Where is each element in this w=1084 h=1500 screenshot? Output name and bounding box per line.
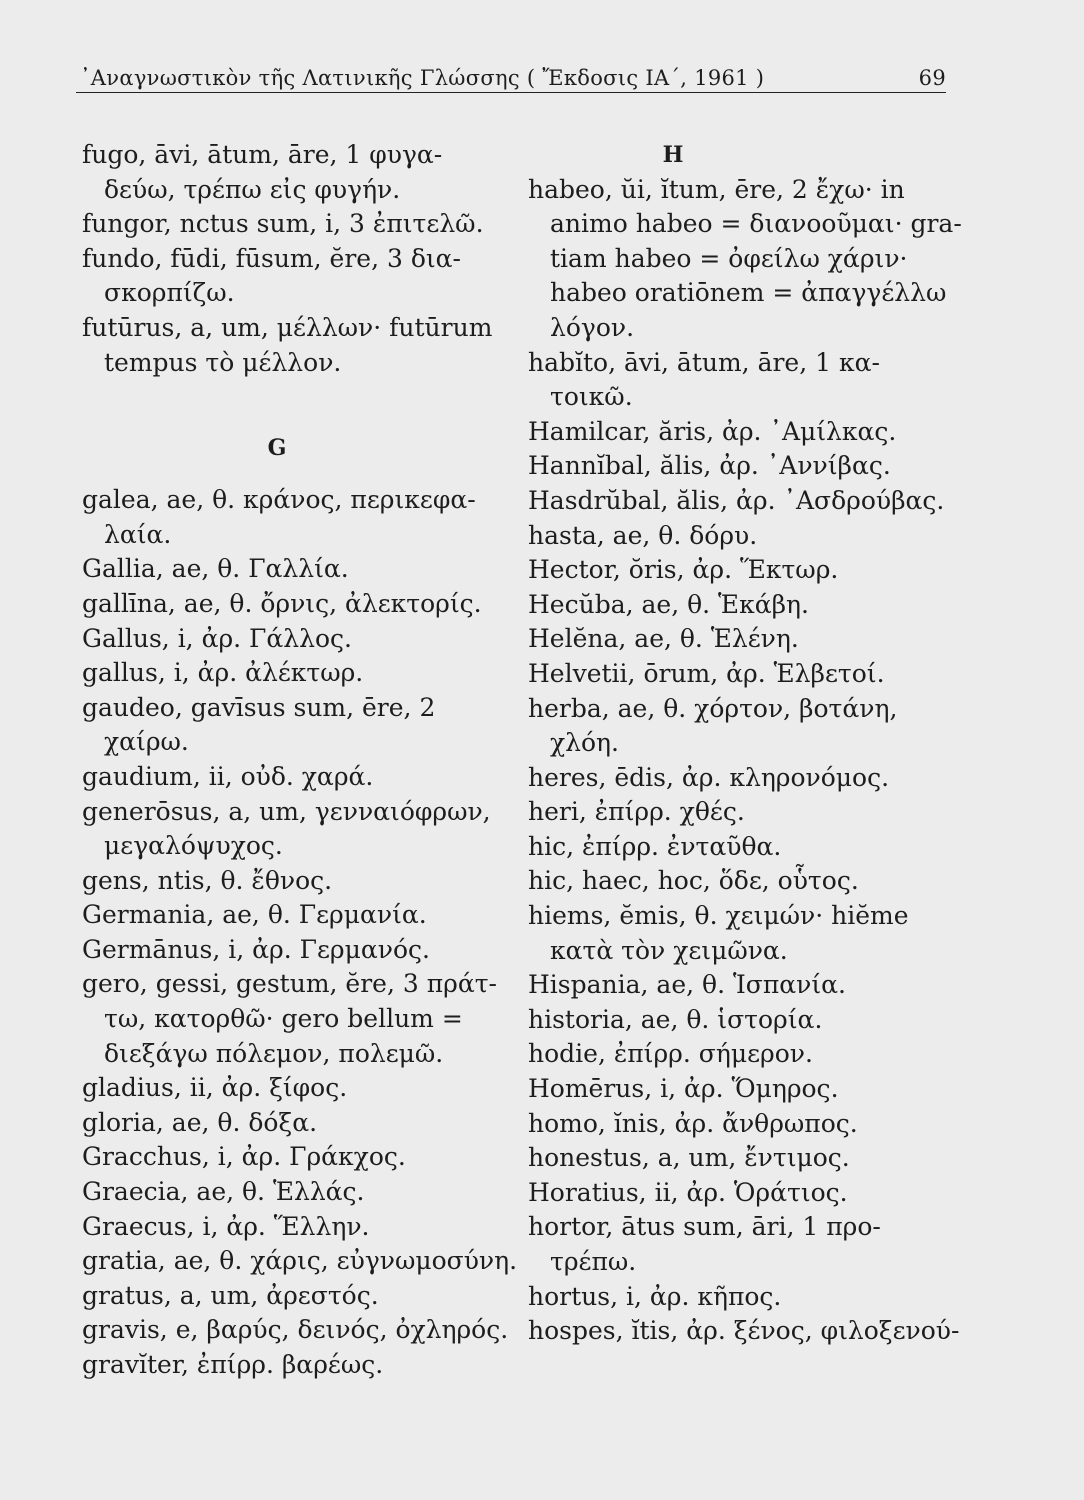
entry-line: Hecŭba, ae, θ. Ἑκάβη. (528, 589, 809, 619)
entry-line: Hector, ŏris, ἀρ. Ἕκτωρ. (528, 555, 839, 585)
entry-line: animo habeo = διανοοῦμαι· gra- (550, 209, 962, 239)
entry-line: hic, ἐπίρρ. ἐνταῦθα. (528, 831, 782, 861)
right-column (528, 138, 962, 1349)
entry-line: gens, ntis, θ. ἔθνος. (82, 865, 333, 895)
entry-line: gero, gessi, gestum, ĕre, 3 πράτ- (82, 969, 497, 999)
entry-line: hortus, i, ἀρ. κῆπος. (528, 1281, 782, 1311)
entry-line: Germania, ae, θ. Γερμανία. (82, 900, 427, 930)
entry-line: τω, κατορθῶ· gero bellum = (104, 1004, 463, 1034)
entry-line: Hamilcar, ăris, ἀρ. ᾿Αμίλκας. (528, 416, 897, 446)
entry-line: Hasdrŭbal, ălis, ἀρ. ᾿Ασδρούβας. (528, 485, 945, 515)
entry-line: gallus, i, ἀρ. ἀλέκτωρ. (82, 658, 364, 688)
entry-line: gladius, ii, ἀρ. ξίφος. (82, 1073, 348, 1103)
entry-line: fugo, āvi, ātum, āre, 1 φυγα- (82, 140, 443, 169)
entry-line: generōsus, a, um, γενναιόφρων, (82, 796, 491, 826)
entry-line: Graecia, ae, θ. Ἑλλάς. (82, 1177, 365, 1207)
entry-line: historia, ae, θ. ἱστορία. (528, 1004, 823, 1034)
entry-line: gaudeo, gavīsus sum, ēre, 2 (82, 692, 436, 722)
entry-line: gravĭter, ἐπίρρ. βαρέως. (82, 1350, 384, 1379)
entry-line: Hannĭbal, ălis, ἀρ. ᾿Αννίβας. (528, 451, 891, 481)
entry-line: χλόη. (550, 728, 619, 758)
entry-line: Gallus, i, ἀρ. Γάλλος. (82, 623, 352, 653)
entry-line: habĭto, āvi, ātum, āre, 1 κα- (528, 347, 880, 377)
entry-line: gratia, ae, θ. χάρις, εὐγνωμοσύνη. (82, 1246, 518, 1276)
entry-line: gallīna, ae, θ. ὄρνις, ἀλεκτορίς. (82, 588, 482, 618)
entry-line: heri, ἐπίρρ. χθές. (528, 797, 745, 827)
entry-line: heres, ēdis, ἀρ. κληρονόμος. (528, 762, 890, 792)
entry-line: Gracchus, i, ἀρ. Γράκχος. (82, 1142, 406, 1172)
entry-line: galea, ae, θ. κράνος, περικεφα- (82, 485, 476, 515)
page-number: 69 (918, 66, 946, 90)
entry-line: Horatius, ii, ἀρ. Ὁράτιος. (528, 1177, 848, 1207)
entry-line: gratus, a, um, ἀρεστός. (82, 1280, 379, 1310)
entry-line: habeo, ŭi, ĭtum, ēre, 2 ἔχω· in (528, 174, 905, 204)
entry-line: tempus τὸ μέλλον. (104, 347, 342, 377)
entry-line: μεγαλόψυχος. (104, 831, 283, 861)
entry-line: hodie, ἐπίρρ. σήμερον. (528, 1039, 813, 1069)
entry-line: Hispania, ae, θ. Ἱσπανία. (528, 970, 846, 1000)
entry-line: σκορπίζω. (104, 278, 235, 308)
entry-line: δεύω, τρέπω εἰς φυγήν. (104, 174, 401, 204)
entry-line: tiam habeo = ὀφείλω χάριν· (550, 243, 908, 273)
section-letter-g: G (267, 435, 287, 462)
entry-line: herba, ae, θ. χόρτον, βοτάνη, (528, 693, 898, 723)
entry-line: τρέπω. (550, 1247, 637, 1276)
entry-line: hic, haec, hoc, ὅδε, οὗτος. (528, 866, 859, 896)
entry-line: κατὰ τὸν χειμῶνα. (550, 935, 788, 965)
entry-line: Germānus, i, ἀρ. Γερμανός. (82, 934, 430, 964)
entry-line: fundo, fūdi, fūsum, ĕre, 3 δια- (82, 243, 462, 273)
left-column (82, 138, 518, 1383)
entry-line: Helĕna, ae, θ. Ἑλένη. (528, 624, 799, 654)
entry-line: τοικῶ. (550, 382, 633, 412)
entry-line: λόγον. (550, 312, 635, 342)
entry-line: hiems, ĕmis, θ. χειμών· hiĕme (528, 901, 909, 931)
entry-line: honestus, a, um, ἔντιμος. (528, 1143, 850, 1173)
entry-line: futūrus, a, um, μέλλων· futūrum (82, 312, 493, 342)
entry-line: χαίρω. (104, 727, 189, 757)
entry-line: gaudium, ii, οὐδ. χαρά. (82, 761, 374, 791)
section-letter-h: H (662, 142, 684, 168)
entry-line: homo, ĭnis, ἀρ. ἄνθρωπος. (528, 1108, 858, 1138)
entry-line: λαία. (104, 519, 172, 549)
entry-line: habeo oratiōnem = ἀπαγγέλλω (550, 278, 947, 308)
running-header (76, 64, 946, 93)
entry-line: διεξάγω πόλεμον, πολεμῶ. (104, 1038, 444, 1068)
entry-line: hortor, ātus sum, āri, 1 προ- (528, 1212, 881, 1242)
entry-line: Helvetii, ōrum, ἀρ. Ἑλβετοί. (528, 658, 885, 688)
entry-line: hasta, ae, θ. δόρυ. (528, 520, 758, 550)
entry-line: Gallia, ae, θ. Γαλλία. (82, 554, 349, 584)
entry-line: Homērus, i, ἀρ. Ὅμηρος. (528, 1074, 839, 1104)
entry-line: fungor, nctus sum, i, 3 ἐπιτελῶ. (82, 209, 484, 239)
entry-line: gloria, ae, θ. δόξα. (82, 1107, 318, 1137)
entry-line: Graecus, i, ἀρ. Ἕλλην. (82, 1211, 370, 1241)
book-title: ᾿Αναγνωστικὸν τῆς Λατινικῆς Γλώσσης ( Ἔκδοσις ΙΑ΄, 1961 ) (80, 66, 765, 90)
entry-line: gravis, e, βαρύς, δεινός, ὀχληρός. (82, 1315, 509, 1345)
entry-line: hospes, ĭtis, ἀρ. ξένος, φιλοξενού- (528, 1316, 960, 1346)
